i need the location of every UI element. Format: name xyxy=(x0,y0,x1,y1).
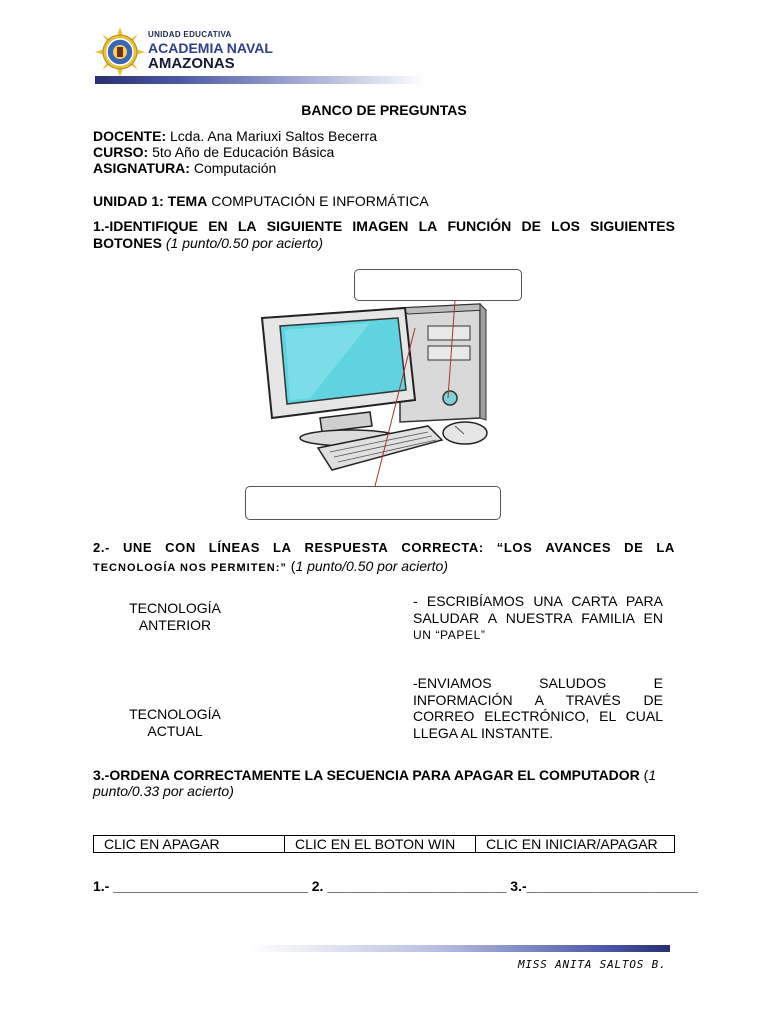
page-title: BANCO DE PREGUNTAS xyxy=(301,102,467,118)
answer-blanks[interactable]: 1.- _________________________ 2. _______________________ 3.-______________________ xyxy=(93,878,698,894)
school-name-line3: AMAZONAS xyxy=(148,55,235,72)
q1-points: (1 punto/0.50 por acierto) xyxy=(161,235,324,251)
answer-box-power-button[interactable] xyxy=(354,269,522,301)
unit-topic: COMPUTACIÓN E INFORMÁTICA xyxy=(207,193,429,209)
match-right-1 xyxy=(413,593,663,644)
unit-heading xyxy=(93,193,429,209)
match-left-1-line1: TECNOLOGÍA xyxy=(129,600,221,616)
match-right-1-text: - ESCRIBÍAMOS UNA CARTA PARA SALUDAR A NUESTRA FAMILIA EN xyxy=(413,593,663,626)
school-emblem-icon xyxy=(95,27,145,77)
q1-word: LOS xyxy=(551,218,580,234)
q3-points-open: ( xyxy=(639,767,649,783)
q1-word: IMAGEN xyxy=(352,218,409,234)
asignatura-line xyxy=(93,160,276,176)
answer-box-bottom[interactable] xyxy=(245,486,501,520)
question-2-line1 xyxy=(93,539,675,557)
question-2-line2 xyxy=(93,557,675,577)
q2-lead: TECNOLOGÍA NOS PERMITEN:” xyxy=(93,562,287,574)
sequence-option-1: CLIC EN APAGAR xyxy=(94,836,285,853)
docente-line xyxy=(93,128,377,144)
computer-illustration xyxy=(250,268,530,523)
question-3 xyxy=(93,767,675,799)
q2-word: RESPUESTA xyxy=(304,540,389,555)
match-left-2-line2: ACTUAL xyxy=(147,723,203,739)
q2-word: “LOS xyxy=(496,540,533,555)
match-left-1 xyxy=(100,600,250,634)
q1-word: LA xyxy=(237,218,257,234)
sequence-options-table xyxy=(93,835,675,853)
header-divider xyxy=(95,76,425,84)
school-name-line2: ACADEMIA NAVAL xyxy=(148,40,273,56)
match-right-1-small: UN “PAPEL” xyxy=(413,628,486,642)
q2-word: CON xyxy=(165,540,196,555)
question-1-line2 xyxy=(93,235,675,252)
q2-word: LA xyxy=(273,540,292,555)
q1-word: SIGUIENTES xyxy=(590,218,675,234)
q2-word: LA xyxy=(656,540,675,555)
teacher-signature: MISS ANITA SALTOS B. xyxy=(518,958,667,971)
match-left-1-line2: ANTERIOR xyxy=(138,617,212,633)
sequence-option-2: CLIC EN EL BOTON WIN xyxy=(285,836,476,853)
q1-word: LA xyxy=(418,218,438,234)
q3-lead: 3.-ORDENA CORRECTAMENTE LA SECUENCIA PARA APAGAR EL COMPUTADOR xyxy=(93,767,640,783)
school-name-line1: UNIDAD EDUCATIVA xyxy=(148,30,232,39)
question-1 xyxy=(93,218,675,252)
q2-word: DE xyxy=(624,540,644,555)
q1-lead: BOTONES xyxy=(93,235,162,251)
match-right-2 xyxy=(413,675,663,741)
unit-label: UNIDAD 1: TEMA xyxy=(93,193,208,209)
q2-word: AVANCES xyxy=(545,540,612,555)
q1-word: SIGUIENTE xyxy=(266,218,343,234)
q1-word: FUNCIÓN xyxy=(447,218,512,234)
sequence-option-3: CLIC EN INICIAR/APAGAR xyxy=(476,836,675,853)
table-row xyxy=(94,836,675,853)
computer-illustration-icon xyxy=(250,268,530,523)
q2-points: 1 punto/0.50 por acierto) xyxy=(295,558,448,574)
asignatura-label: ASIGNATURA: xyxy=(93,160,190,176)
docente-label: DOCENTE: xyxy=(93,128,167,144)
q2-points-open: ( xyxy=(286,558,296,574)
match-left-2-line1: TECNOLOGÍA xyxy=(129,706,221,722)
q2-word: 2.- xyxy=(93,540,110,555)
question-2 xyxy=(93,539,675,577)
asignatura-value: Computación xyxy=(189,160,277,176)
q2-word: LÍNEAS xyxy=(208,540,261,555)
q1-word: 1.-IDENTIFIQUE xyxy=(93,218,199,234)
question-1-line1 xyxy=(93,218,675,235)
match-left-2 xyxy=(100,706,250,740)
q2-word: CORRECTA: xyxy=(401,540,484,555)
match-right-2-text: -ENVIAMOS SALUDOS E INFORMACIÓN A TRAVÉS DE CORREO ELECTRÓNICO, EL CUAL LLEGA AL INSTANTE. xyxy=(413,675,663,741)
footer-divider xyxy=(250,945,670,952)
q1-word: DE xyxy=(521,218,541,234)
q1-word: EN xyxy=(208,218,228,234)
curso-line xyxy=(93,144,334,160)
curso-label: CURSO: xyxy=(93,144,149,160)
curso-value: 5to Año de Educación Básica xyxy=(148,144,335,160)
q2-word: UNE xyxy=(122,540,153,555)
q3-points: 1 punto/0.33 por acierto) xyxy=(93,767,657,799)
school-name xyxy=(148,31,273,71)
docente-value: Lcda. Ana Mariuxi Saltos Becerra xyxy=(166,128,378,144)
